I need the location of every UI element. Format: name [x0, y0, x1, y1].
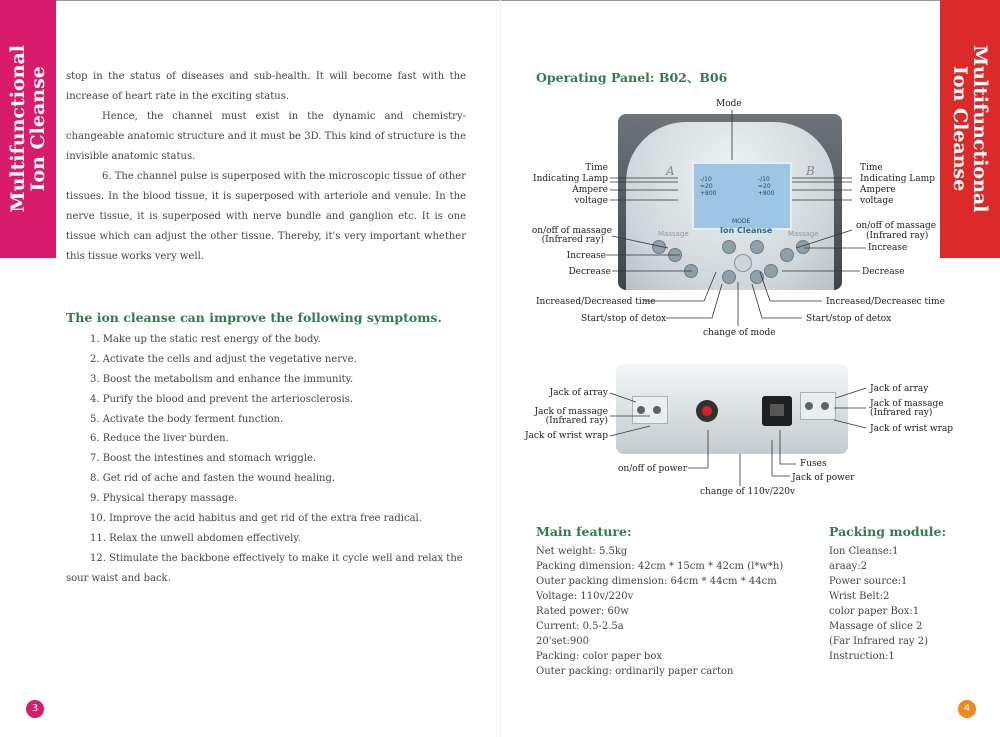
- label-jack-massage-left-2: (Infrared ray): [545, 416, 608, 426]
- symptoms-heading: The ion cleanse can improve the following symptoms.: [66, 310, 442, 325]
- list-item: color paper Box:1: [829, 606, 920, 617]
- symptom-12-continuation: sour waist and back.: [66, 573, 171, 584]
- page-number-left: 3: [26, 700, 44, 718]
- packing-module-list: [829, 544, 928, 664]
- list-item: Packing dimension: 42cm * 15cm * 42cm (l*w*h): [536, 561, 784, 572]
- panel-massage-right: Massage: [788, 230, 819, 238]
- panel-massage-left: Massage: [658, 230, 689, 238]
- label-massage-right-1: on/off of massage: [856, 221, 937, 231]
- list-item: Power source:1: [829, 576, 908, 587]
- label-jack-massage-right-1: Jack of massage: [870, 399, 944, 409]
- list-item: Outer packing: ordinarily paper carton: [536, 666, 734, 677]
- label-decrease-left: Decrease: [568, 267, 611, 277]
- label-lamp-left: Indicating Lamp: [533, 174, 608, 184]
- label-time-left: Time: [585, 163, 608, 173]
- main-feature-heading: Main feature:: [536, 524, 632, 539]
- label-increase-left: Increase: [566, 251, 606, 261]
- list-item: 9. Physical therapy massage.: [90, 493, 238, 505]
- lcd-values-left: -/10 =20 +800: [700, 176, 717, 197]
- list-item: Voltage: 110v/220v: [536, 591, 634, 602]
- label-decrease-right: Decrease: [862, 267, 905, 277]
- right-tab-line1: Multifunctional: [969, 45, 991, 213]
- paragraph-1: stop in the status of diseases and sub-health. It will become fast with the increase of heart rate in the exciting status.: [66, 71, 466, 102]
- left-tab-line1: Multifunctional: [7, 45, 29, 213]
- list-item: araay:2: [829, 561, 868, 572]
- label-fuses: Fuses: [800, 459, 827, 469]
- label-startstop-right: Start/stop of detox: [806, 314, 892, 324]
- label-jack-massage-right-2: (Infrared ray): [870, 408, 933, 418]
- label-incdec-right: Increased/Decreasec time: [826, 297, 945, 307]
- label-ampere-right: Ampere: [860, 185, 896, 195]
- list-item: 2. Activate the cells and adjust the vegetative nerve.: [90, 353, 357, 365]
- page-number-right: 4: [958, 700, 976, 718]
- right-tab-line2: Ion Cleanse: [949, 66, 971, 192]
- list-item: 3. Boost the metabolism and enhance the immunity.: [90, 373, 354, 385]
- list-item: 4. Purify the blood and prevent the arteriosclerosis.: [90, 393, 353, 405]
- label-mode: Mode: [716, 99, 742, 109]
- list-item: Outer packing dimension: 64cm * 44cm * 44cm: [536, 576, 777, 587]
- list-item: (Far Infrared ray 2): [829, 636, 929, 647]
- list-item: Ion Cleanse:1: [829, 546, 899, 557]
- list-item: 7. Boost the intestines and stomach wriggle.: [90, 453, 317, 465]
- list-item: 11. Relax the unwell abdomen effectively.: [90, 532, 301, 544]
- list-item: 12. Stimulate the backbone effectively to make it cycle well and relax the: [90, 552, 463, 564]
- label-power-onoff: on/off of power: [618, 464, 688, 474]
- list-item: 8. Get rid of ache and fasten the wound healing.: [90, 473, 336, 485]
- list-item: 5. Activate the body ferment function.: [90, 413, 284, 425]
- label-incdec-left: Increased/Decreased time: [536, 297, 656, 307]
- list-item: 10. Improve the acid habitus and get rid of the extra free radical.: [90, 513, 422, 525]
- lcd-values-right: -/10 =20 +800: [758, 176, 775, 197]
- list-item: Wrist Belt:2: [829, 591, 890, 602]
- panel-brand-label: Ion Cleanse: [720, 226, 773, 235]
- label-jack-array-left: Jack of array: [549, 388, 608, 398]
- list-item: Rated power: 60w: [536, 606, 629, 617]
- left-tab-line2: Ion Cleanse: [27, 66, 49, 192]
- label-jack-wrist-left: Jack of wrist wrap: [524, 431, 608, 441]
- panel-letter-a: A: [666, 164, 675, 178]
- list-item: Current: 0.5-2.5a: [536, 621, 624, 632]
- label-jack-array-right: Jack of array: [870, 384, 929, 394]
- list-item: 1. Make up the static rest energy of the body.: [90, 334, 321, 345]
- label-increase-right: Increase: [868, 243, 908, 253]
- label-lamp-right: Indicating Lamp: [860, 174, 935, 184]
- label-massage-left-2: (Infrared ray): [541, 235, 604, 245]
- label-voltage-change: change of 110v/220v: [700, 487, 796, 497]
- label-jack-power: Jack of power: [792, 473, 855, 483]
- label-jack-wrist-right: Jack of wrist wrap: [870, 424, 954, 434]
- lcd-mode-text: MODE: [732, 218, 751, 225]
- label-voltage-left: voltage: [574, 196, 608, 206]
- label-massage-left-1: on/off of massage: [531, 226, 612, 236]
- list-item: Instruction:1: [829, 651, 895, 662]
- label-change-mode: change of mode: [703, 328, 776, 338]
- label-voltage-right: voltage: [860, 196, 894, 206]
- list-item: Massage of slice 2: [829, 621, 923, 632]
- paragraph-2: Hence, the channel must exist in the dynamic and chemistry-changeable anatomic structure and it must be 3D. This kind of structure is the invisible anatomic status.: [66, 111, 466, 162]
- label-massage-right-2: (Infrared ray): [866, 231, 929, 241]
- operating-panel-title: Operating Panel: B02、B06: [536, 70, 728, 85]
- label-startstop-left: Start/stop of detox: [581, 314, 667, 324]
- list-item: Packing: color paper box: [536, 651, 662, 662]
- label-ampere-left: Ampere: [572, 185, 608, 195]
- main-feature-list: [536, 544, 783, 679]
- list-item: Net weight: 5.5kg: [536, 546, 628, 557]
- list-item: 6. Reduce the liver burden.: [90, 433, 229, 445]
- label-time-right: Time: [860, 163, 883, 173]
- panel-letter-b: B: [806, 164, 815, 178]
- label-jack-massage-left-1: Jack of massage: [534, 407, 608, 417]
- packing-module-heading: Packing module:: [829, 524, 947, 539]
- paragraph-3: 6. The channel pulse is superposed with the microscopic tissue of other tissues. In the blood tissue, it is superposed with arteriole and venule. In the nerve tissue, it is superposed with nerve bundle and ganglion etc. It is one tissue which can adjust the other tissue. Thereby, it's very important whether this tissue works very well.: [66, 171, 466, 262]
- list-item: 20'set:900: [536, 636, 589, 647]
